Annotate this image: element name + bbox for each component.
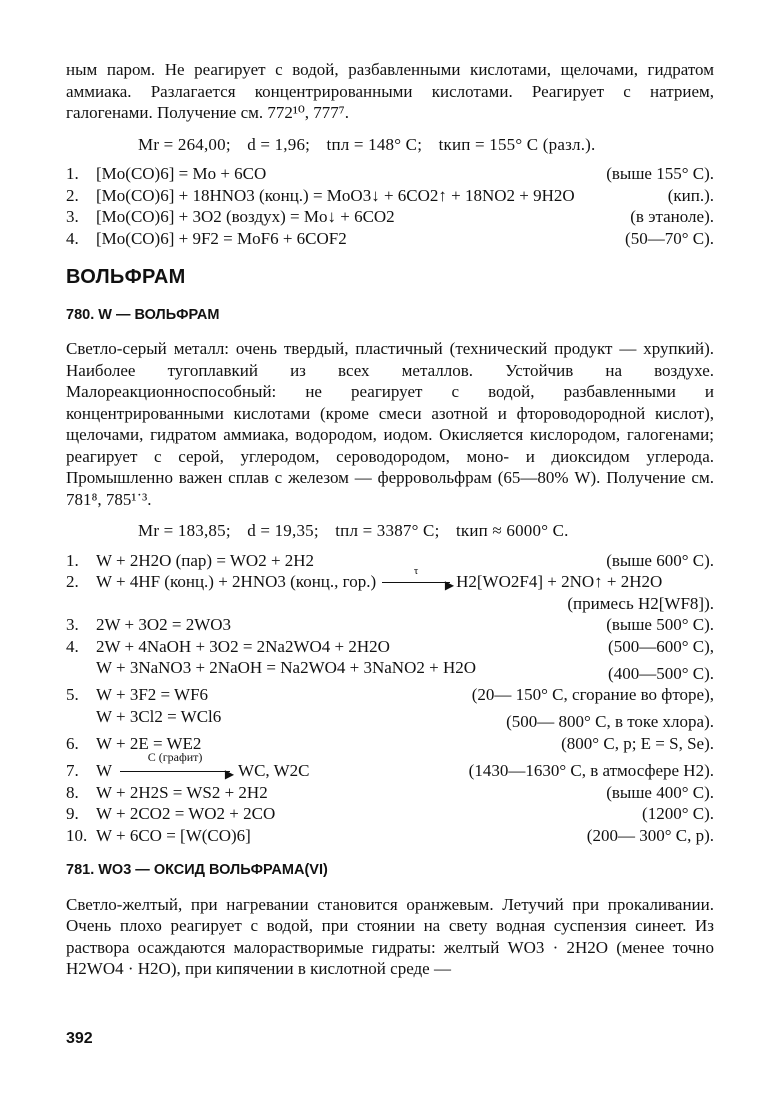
- reaction-row: [66, 593, 714, 615]
- mo-melting-point: tпл = 148° С;: [326, 134, 423, 154]
- reaction-equation: [Mo(CO)6] + 9F2 = MoF6 + 6COF2: [96, 228, 347, 248]
- reaction-row: [66, 706, 714, 733]
- reaction-equation-left: W: [96, 761, 113, 780]
- reaction-equation: W + 3Cl2 = WCl6: [96, 706, 222, 726]
- reaction-equation-right: WC, W2C: [238, 761, 310, 780]
- reaction-number: 7.: [66, 761, 79, 780]
- reaction-condition: (50—70° С).: [625, 228, 714, 248]
- reaction-row: [66, 657, 714, 684]
- reaction-number: 1.: [66, 550, 79, 570]
- reaction-row: [66, 228, 714, 250]
- page-number: 392: [66, 1030, 93, 1047]
- reaction-number: 3.: [66, 207, 79, 226]
- mo-molar-mass: Mr = 264,00;: [138, 134, 231, 154]
- reaction-number: 9.: [66, 804, 79, 823]
- reaction-condition: (выше 600° С).: [606, 550, 714, 570]
- reaction-equation: W + 3F2 = WF6: [96, 685, 209, 704]
- reaction-arrow: C (графит) ▶: [120, 760, 230, 782]
- reaction-condition: (в этаноле).: [630, 207, 714, 226]
- reaction-equation: W + 3NaNO3 + 2NaOH = Na2WO4 + 3NaNO2 + H2O: [96, 658, 477, 677]
- reaction-condition: (200— 300° С, p).: [586, 825, 714, 845]
- reaction-number: 4.: [66, 228, 79, 248]
- reaction-number: [66, 657, 96, 679]
- w-molar-mass: Mr = 183,85;: [138, 521, 231, 540]
- reaction-condition: (выше 400° С).: [606, 782, 714, 802]
- top-paragraph: ным паром. Не реагирует с водой, разбавленными кислотами, щелочами, гидратом аммиака. Разлагается концентрированными кислотами. Реагирует с натрием, галогенами. Получение см. 772¹⁰, 777⁷.: [66, 60, 714, 122]
- reaction-row: [66, 185, 714, 207]
- reaction-condition: (800° С, p; E = S, Se).: [561, 733, 714, 753]
- reaction-number: 6.: [66, 733, 79, 753]
- reaction-number: 2.: [66, 185, 79, 205]
- reaction-equation-right: H2[WO2F4] + 2NO↑ + 2H2O: [456, 572, 663, 591]
- reaction-equation: W + 6CO = [W(CO)6]: [96, 825, 251, 845]
- reaction-number: 3.: [66, 615, 79, 634]
- mo-density: d = 1,96;: [247, 134, 311, 154]
- reaction-condition: (выше 500° С).: [606, 615, 714, 634]
- arrow-label: C (графит): [147, 750, 203, 764]
- reaction-equation: W + 2CO2 = WO2 + 2CO: [96, 804, 276, 823]
- reaction-condition: (20— 150° С, сгорание во фторе),: [471, 685, 714, 704]
- page-body: [66, 59, 714, 980]
- reaction-equation: W + 2H2S = WS2 + 2H2: [96, 782, 268, 802]
- reaction-equation: 2W + 3O2 = 2WO3: [96, 615, 232, 634]
- reaction-row: [66, 565, 714, 593]
- reaction-number: 1.: [66, 164, 79, 183]
- mo-boiling-point: tкип = 155° С (разл.).: [438, 134, 596, 154]
- reaction-row: [66, 825, 714, 847]
- reaction-condition: (500— 800° С, в токе хлора).: [506, 712, 714, 731]
- reaction-row: [66, 163, 714, 185]
- wo3-description: Светло-желтый, при нагревании становится оранжевым. Летучий при прокаливании. Очень плохо реагирует с водой, при стоянии на свету водная суспензия синеет. Из раствора осаждаются малорастворимые гидраты: желтый WO3 · 2H2O (менее точно H2WO4 · H2O), при кипячении в кислотной среде —: [66, 894, 714, 978]
- wo3-heading: 781. WO3 — ОКСИД ВОЛЬФРАМА(VI): [66, 862, 328, 878]
- reaction-condition: (500—600° С),: [608, 636, 714, 656]
- reaction-row: [66, 684, 714, 706]
- reaction-equation: [Mo(CO)6] + 3O2 (воздух) = Mo↓ + 6CO2: [96, 207, 395, 226]
- w-properties: [138, 520, 714, 542]
- reaction-condition: (1200° С).: [642, 804, 714, 823]
- reaction-number: [66, 706, 96, 728]
- reaction-row: [66, 614, 714, 636]
- reaction-number: 5.: [66, 685, 79, 704]
- reaction-number: 10.: [66, 825, 88, 845]
- arrow-label: τ: [413, 565, 419, 577]
- reaction-condition: (кип.).: [667, 185, 714, 205]
- tungsten-description: Светло-серый металл: очень твердый, пластичный (технический продукт — хрупкий). Наиболее тугоплавкий из всех металлов. Устойчив на воздухе. Малореакционноспособный: не реагирует с водой, разбавленными и концентрированными кислотами (кроме смеси азотной и фтороводородной кислот), щелочами, гидратом аммиака, водородом, иодом. Окисляется кислородом, галогенами; реагирует с серой, углеродом, сероводородом, моно- и диоксидом углерода. Промышленно важен сплав с железом — ферровольфрам (65—80% W). Получение см. 781⁸, 785¹˙³.: [66, 339, 714, 509]
- reaction-row: [66, 636, 714, 658]
- w-melting-point: tпл = 3387° С;: [335, 521, 440, 540]
- reaction-number: 4.: [66, 636, 79, 656]
- reaction-equation: [Mo(CO)6] = Mo + 6CO: [96, 164, 267, 183]
- reaction-number: 8.: [66, 782, 79, 802]
- reaction-condition: (400—500° С).: [608, 663, 714, 683]
- reaction-condition: (выше 155° С).: [606, 164, 714, 183]
- reaction-arrow: τ ▶: [382, 571, 450, 593]
- w-reaction-list: [66, 550, 714, 847]
- reaction-condition: (1430—1630° С, в атмосфере H2).: [468, 761, 714, 780]
- section-title: ВОЛЬФРАМ: [66, 266, 186, 288]
- tungsten-heading: 780. W — ВОЛЬФРАМ: [66, 306, 220, 323]
- reaction-equation: [Mo(CO)6] + 18HNO3 (конц.) = MoO3↓ + 6CO2↑ + 18NO2 + 9H2O: [96, 185, 575, 205]
- mo-reaction-list: [66, 163, 714, 249]
- w-boiling-point: tкип ≈ 6000° С.: [455, 521, 569, 540]
- reaction-equation: 2W + 4NaOH + 3O2 = 2Na2WO4 + 2H2O: [96, 636, 390, 656]
- reaction-row: [66, 803, 714, 825]
- reaction-equation: W + 2E = WE2: [96, 733, 202, 753]
- reaction-row: [66, 750, 714, 782]
- reaction-equation: W + 2H2O (пар) = WO2 + 2H2: [96, 550, 315, 570]
- mo-properties: [138, 134, 714, 156]
- reaction-row: [66, 206, 714, 228]
- reaction-number: 2.: [66, 572, 79, 591]
- reaction-equation-left: W + 4HF (конц.) + 2HNO3 (конц., гор.): [96, 572, 377, 591]
- reaction-condition: (примесь H2[WF8]).: [567, 593, 714, 613]
- w-density: d = 19,35;: [247, 521, 319, 540]
- reaction-row: [66, 782, 714, 804]
